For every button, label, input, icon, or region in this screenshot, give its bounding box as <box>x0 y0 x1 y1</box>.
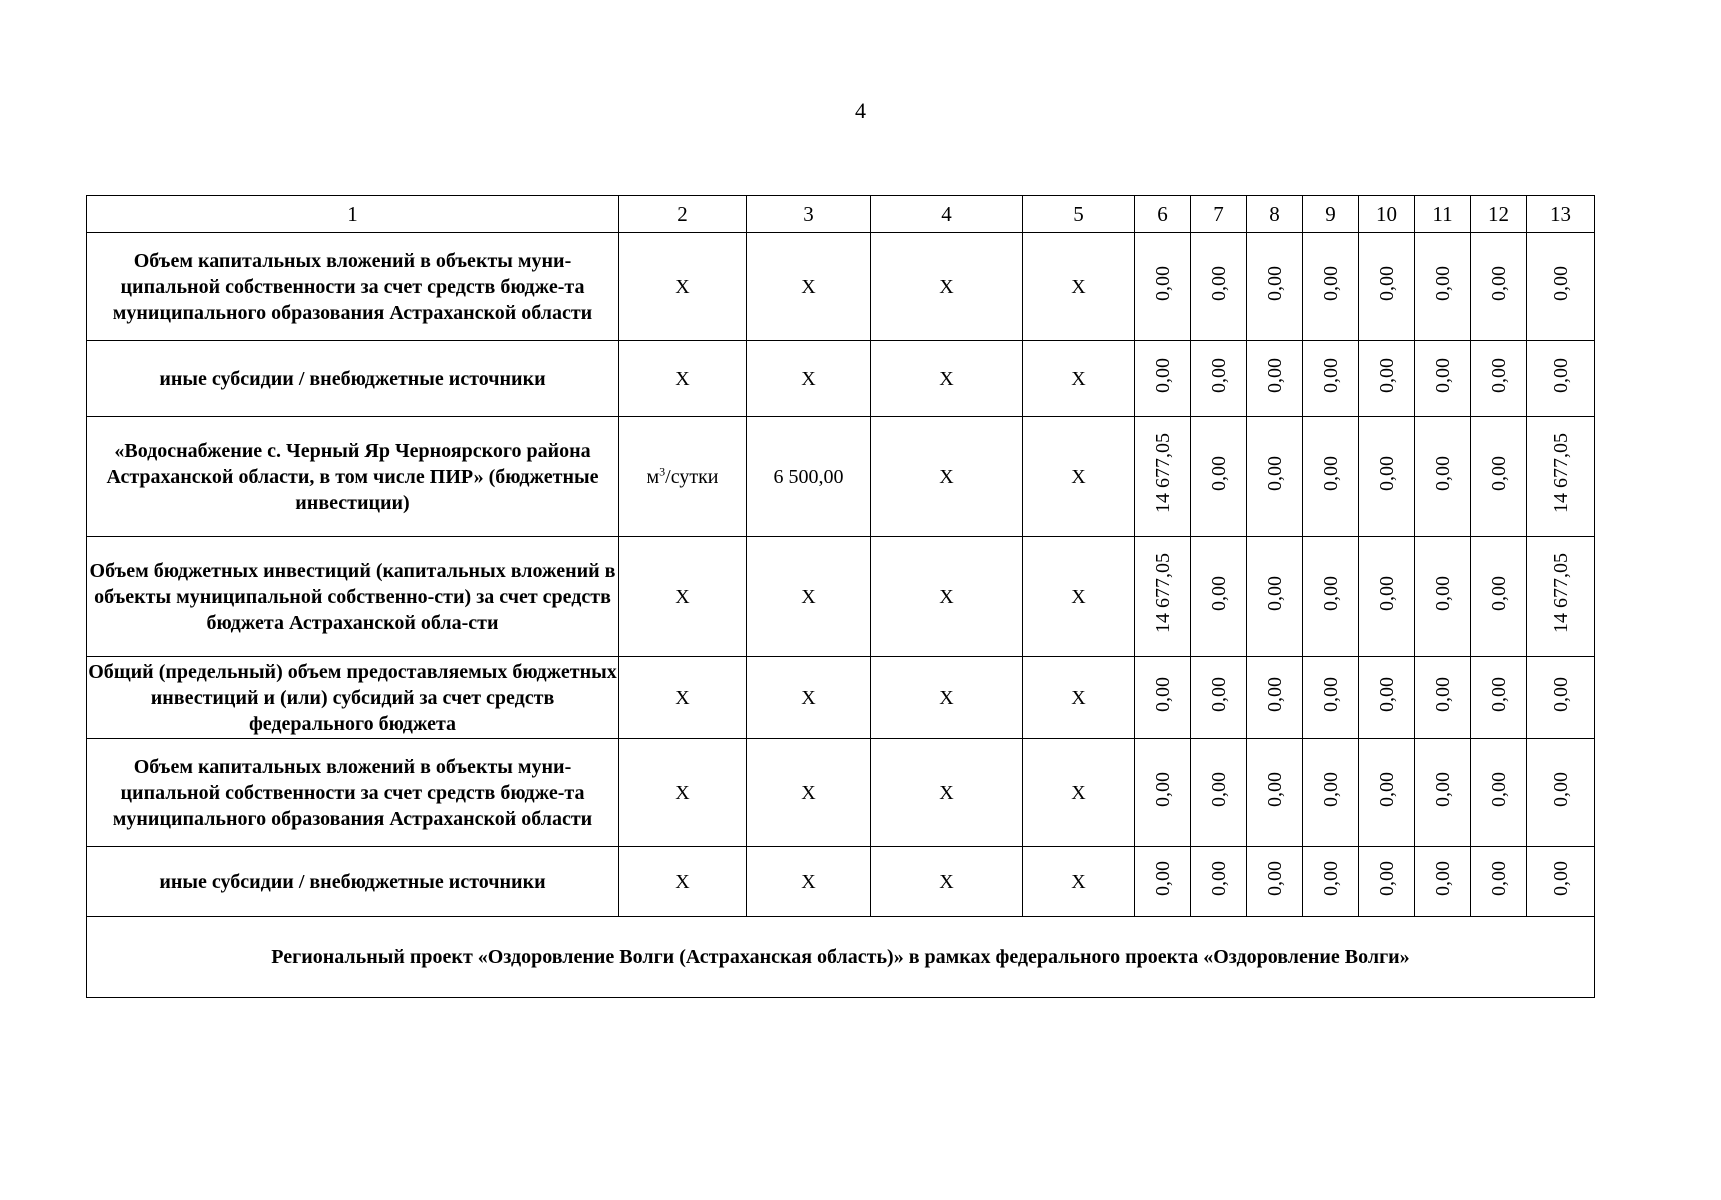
col5-cell: X <box>1023 233 1135 341</box>
value-text: 0,00 <box>1263 771 1286 807</box>
row-name: иные субсидии / внебюджетные источники <box>87 341 619 417</box>
value-text: 0,00 <box>1319 771 1342 807</box>
value-text: 0,00 <box>1431 455 1454 491</box>
value-cell <box>1471 341 1527 417</box>
value-cell <box>1415 739 1471 847</box>
column-header: 6 <box>1135 196 1191 233</box>
value-cell <box>1135 233 1191 341</box>
value-text: 0,00 <box>1375 676 1398 712</box>
col4-cell: X <box>871 739 1023 847</box>
value-text: 0,00 <box>1151 771 1174 807</box>
value-text: 0,00 <box>1487 860 1510 896</box>
value-text: 0,00 <box>1487 676 1510 712</box>
value-cell <box>1247 417 1303 537</box>
value-text: 0,00 <box>1487 575 1510 611</box>
row-name: Объем бюджетных инвестиций (капитальных вложений в объекты муниципальной собственно-сти) за счет средств бюджета Астраханской обла-сти <box>87 537 619 657</box>
value-cell <box>1471 417 1527 537</box>
column-header: 2 <box>619 196 747 233</box>
value-text: 0,00 <box>1263 860 1286 896</box>
value-text: 14 677,05 <box>1549 433 1572 513</box>
table-row <box>87 537 1595 657</box>
value-text: 0,00 <box>1207 455 1230 491</box>
investment-table <box>86 195 1595 998</box>
value-cell <box>1415 657 1471 739</box>
value-cell <box>1303 417 1359 537</box>
capacity-cell: X <box>747 739 871 847</box>
value-cell <box>1303 847 1359 917</box>
value-cell <box>1359 537 1415 657</box>
unit-cell: X <box>619 657 747 739</box>
capacity-cell: X <box>747 233 871 341</box>
unit-cell: X <box>619 847 747 917</box>
value-cell <box>1247 657 1303 739</box>
table-row <box>87 739 1595 847</box>
value-text: 0,00 <box>1375 771 1398 807</box>
row-name: Объем капитальных вложений в объекты муни-ципальной собственности за счет средств бюдже-та муниципального образования Астраханской области <box>87 739 619 847</box>
value-text: 0,00 <box>1151 676 1174 712</box>
col5-cell: X <box>1023 657 1135 739</box>
row-name: Объем капитальных вложений в объекты муни-ципальной собственности за счет средств бюдже-та муниципального образования Астраханской области <box>87 233 619 341</box>
value-text: 0,00 <box>1319 455 1342 491</box>
table-row <box>87 233 1595 341</box>
unit-base: м <box>646 465 660 488</box>
column-header: 1 <box>87 196 619 233</box>
value-cell <box>1135 341 1191 417</box>
value-cell <box>1247 739 1303 847</box>
page-number: 4 <box>855 98 866 123</box>
value-cell <box>1471 537 1527 657</box>
value-text: 0,00 <box>1319 676 1342 712</box>
value-text: 0,00 <box>1375 265 1398 301</box>
value-cell <box>1527 847 1595 917</box>
capacity-cell: X <box>747 847 871 917</box>
value-text: 0,00 <box>1487 265 1510 301</box>
value-text: 0,00 <box>1431 265 1454 301</box>
value-cell <box>1191 657 1247 739</box>
value-text: 0,00 <box>1487 771 1510 807</box>
table-row <box>87 341 1595 417</box>
capacity-cell: 6 500,00 <box>747 417 871 537</box>
value-cell <box>1471 739 1527 847</box>
value-cell <box>1191 847 1247 917</box>
value-text: 0,00 <box>1319 860 1342 896</box>
unit-cell <box>619 417 747 537</box>
unit-cell: X <box>619 537 747 657</box>
value-cell <box>1135 417 1191 537</box>
value-cell <box>1135 537 1191 657</box>
value-text: 0,00 <box>1263 455 1286 491</box>
value-text: 0,00 <box>1207 860 1230 896</box>
row-name: «Водоснабжение с. Черный Яр Черноярского района Астраханской области, в том числе ПИР» (бюджетные инвестиции) <box>87 417 619 537</box>
value-text: 0,00 <box>1319 575 1342 611</box>
value-cell <box>1527 657 1595 739</box>
section-row <box>87 917 1595 998</box>
regional-project-title: Региональный проект «Оздоровление Волги (Астраханская область)» в рамках федерального проекта «Оздоровление Волги» <box>87 917 1595 998</box>
value-text: 0,00 <box>1151 265 1174 301</box>
value-cell <box>1247 341 1303 417</box>
capacity-cell: X <box>747 537 871 657</box>
value-cell <box>1191 739 1247 847</box>
value-cell <box>1303 537 1359 657</box>
value-cell <box>1527 341 1595 417</box>
value-text: 0,00 <box>1207 575 1230 611</box>
column-header: 7 <box>1191 196 1247 233</box>
col4-cell: X <box>871 341 1023 417</box>
value-cell <box>1191 417 1247 537</box>
value-cell <box>1135 739 1191 847</box>
value-cell <box>1359 847 1415 917</box>
unit-cell: X <box>619 739 747 847</box>
column-header: 5 <box>1023 196 1135 233</box>
value-cell <box>1359 233 1415 341</box>
value-text: 0,00 <box>1549 860 1572 896</box>
col5-cell: X <box>1023 537 1135 657</box>
value-cell <box>1415 341 1471 417</box>
value-text: 0,00 <box>1207 265 1230 301</box>
value-cell <box>1527 233 1595 341</box>
value-cell <box>1415 233 1471 341</box>
value-text: 0,00 <box>1375 357 1398 393</box>
value-text: 0,00 <box>1319 265 1342 301</box>
value-text: 0,00 <box>1375 860 1398 896</box>
column-header: 4 <box>871 196 1023 233</box>
col5-cell: X <box>1023 847 1135 917</box>
value-cell <box>1247 847 1303 917</box>
unit-cell: X <box>619 341 747 417</box>
value-cell <box>1359 341 1415 417</box>
column-header: 3 <box>747 196 871 233</box>
column-header: 11 <box>1415 196 1471 233</box>
value-cell <box>1527 739 1595 847</box>
row-name: иные субсидии / внебюджетные источники <box>87 847 619 917</box>
value-cell <box>1303 341 1359 417</box>
value-text: 0,00 <box>1431 771 1454 807</box>
value-cell <box>1471 233 1527 341</box>
value-cell <box>1359 417 1415 537</box>
table-row <box>87 847 1595 917</box>
value-cell <box>1135 657 1191 739</box>
col4-cell: X <box>871 537 1023 657</box>
value-cell <box>1247 233 1303 341</box>
value-text: 0,00 <box>1431 357 1454 393</box>
col4-cell: X <box>871 417 1023 537</box>
value-cell <box>1303 739 1359 847</box>
value-cell <box>1303 657 1359 739</box>
value-cell <box>1415 847 1471 917</box>
col4-cell: X <box>871 847 1023 917</box>
value-text: 0,00 <box>1263 265 1286 301</box>
value-text: 14 677,05 <box>1549 553 1572 633</box>
value-text: 0,00 <box>1263 676 1286 712</box>
value-text: 0,00 <box>1487 357 1510 393</box>
value-cell <box>1415 417 1471 537</box>
table-row <box>87 417 1595 537</box>
unit-sup: 3 <box>659 463 666 478</box>
value-cell <box>1191 341 1247 417</box>
column-header: 13 <box>1527 196 1595 233</box>
value-cell <box>1247 537 1303 657</box>
value-cell <box>1135 847 1191 917</box>
value-cell <box>1415 537 1471 657</box>
value-text: 0,00 <box>1263 357 1286 393</box>
value-cell <box>1527 417 1595 537</box>
col5-cell: X <box>1023 417 1135 537</box>
value-text: 0,00 <box>1549 676 1572 712</box>
column-number-row <box>87 196 1595 233</box>
column-header: 12 <box>1471 196 1527 233</box>
value-text: 0,00 <box>1151 357 1174 393</box>
col5-cell: X <box>1023 739 1135 847</box>
value-text: 0,00 <box>1375 575 1398 611</box>
value-text: 0,00 <box>1549 771 1572 807</box>
column-header: 10 <box>1359 196 1415 233</box>
capacity-cell: X <box>747 341 871 417</box>
column-header: 9 <box>1303 196 1359 233</box>
column-header: 8 <box>1247 196 1303 233</box>
value-cell <box>1471 847 1527 917</box>
col5-cell: X <box>1023 341 1135 417</box>
value-text: 0,00 <box>1207 357 1230 393</box>
value-text: 0,00 <box>1151 860 1174 896</box>
value-text: 0,00 <box>1319 357 1342 393</box>
unit-cell: X <box>619 233 747 341</box>
value-text: 0,00 <box>1431 575 1454 611</box>
value-text: 0,00 <box>1431 860 1454 896</box>
col4-cell: X <box>871 657 1023 739</box>
value-text: 0,00 <box>1207 771 1230 807</box>
value-cell <box>1359 657 1415 739</box>
value-text: 0,00 <box>1431 676 1454 712</box>
value-text: 0,00 <box>1487 455 1510 491</box>
value-text: 14 677,05 <box>1151 553 1174 633</box>
value-text: 0,00 <box>1375 455 1398 491</box>
value-text: 0,00 <box>1263 575 1286 611</box>
value-text: 14 677,05 <box>1151 433 1174 513</box>
capacity-cell: X <box>747 657 871 739</box>
value-text: 0,00 <box>1549 265 1572 301</box>
value-cell <box>1191 233 1247 341</box>
value-cell <box>1359 739 1415 847</box>
col4-cell: X <box>871 233 1023 341</box>
value-text: 0,00 <box>1207 676 1230 712</box>
value-cell <box>1191 537 1247 657</box>
row-name: Общий (предельный) объем предоставляемых бюджетных инвестиций и (или) субсидий за счет средств федерального бюджета <box>87 657 619 739</box>
value-cell <box>1471 657 1527 739</box>
value-cell <box>1527 537 1595 657</box>
table-row <box>87 657 1595 739</box>
value-cell <box>1303 233 1359 341</box>
unit-rest: /сутки <box>665 465 719 488</box>
value-text: 0,00 <box>1549 357 1572 393</box>
